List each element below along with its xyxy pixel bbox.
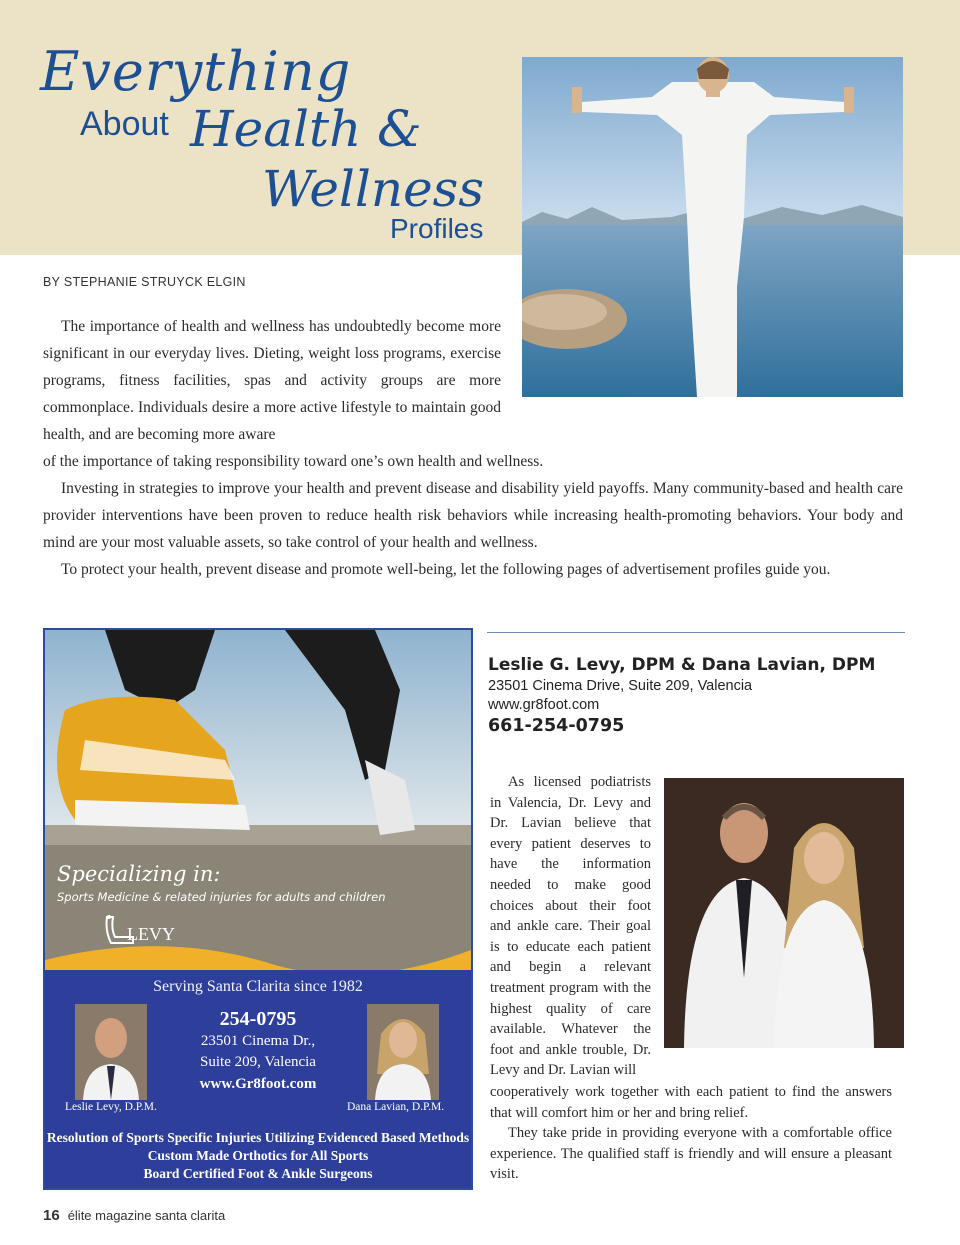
hero-photo-woman-lake: [522, 57, 903, 397]
profile-wide-block: [490, 1082, 892, 1185]
ad-doctor1-name: Leslie Levy, D.P.M.: [65, 1101, 157, 1113]
intro-paragraph-part1: The importance of health and wellness has undoubtedly become more significant in our everyday lives. Dieting, weight loss programs, exercise programs, fitness facilities, spas and activity groups are more commonplace. Individuals desire a more active lifestyle to maintain good health, and are becoming more aware: [43, 318, 501, 443]
profile-paragraph-2: They take pride in providing everyone with a comfortable office experience. The qualified staff is friendly and will ensure a pleasant visit.: [490, 1125, 892, 1183]
ad-address-line1: 23501 Cinema Dr.,: [200, 1033, 316, 1049]
publication-name: élite magazine santa clarita: [67, 1208, 226, 1223]
ad-phone: 254-0795: [219, 1008, 297, 1030]
ad-doctor2-name: Dana Lavian, D.P.M.: [347, 1101, 445, 1113]
profile-website: www.gr8foot.com: [488, 697, 600, 713]
title-wellness: Wellness: [262, 160, 484, 218]
levy-logo-text: LEVY: [127, 924, 175, 944]
profile-phone: 661-254-0795: [488, 716, 625, 736]
intro-paragraph-2: Investing in strategies to improve your health and prevent disease and disability yield payoffs. Many community-based and health care provider interventions have been proven to reduce health risk behaviors while increasing health-promoting behaviors. Your body and mind are your most valuable assets, so take control of your health and wellness.: [43, 480, 903, 551]
ad-photo-leslie-levy: [75, 1004, 147, 1100]
intro-paragraph-3: To protect your health, prevent disease and promote well-being, let the following pages of advertisement profiles guide you.: [61, 561, 831, 578]
levy-logo: [103, 913, 183, 947]
ad-specializing-subtitle: Sports Medicine & related injuries for adults and children: [57, 890, 386, 904]
intro-wide-block: [43, 448, 903, 583]
byline: BY STEPHANIE STRUYCK ELGIN: [43, 275, 246, 289]
ad-service-line3: Board Certified Foot & Ankle Surgeons: [143, 1166, 373, 1181]
ad-website: www.Gr8foot.com: [199, 1076, 317, 1092]
ad-serving-since: Serving Santa Clarita since 1982: [153, 978, 363, 995]
profile-provider-names: Leslie G. Levy, DPM & Dana Lavian, DPM: [488, 655, 876, 675]
profile-address: 23501 Cinema Drive, Suite 209, Valencia: [488, 678, 753, 694]
advertisement-levy: [43, 628, 473, 1190]
ad-photo-dana-lavian: [367, 1004, 439, 1100]
title-about: About: [80, 105, 169, 143]
profile-divider: [487, 632, 905, 633]
intro-paragraph-part2: of the importance of taking responsibility toward one’s own health and wellness.: [43, 453, 544, 470]
profile-paragraph-part1: As licensed podiatrists in Valencia, Dr. Levy and Dr. Lavian believe that every patient deserves to have the information needed to make good choices about their foot and ankle care. Their goal is to educate each patient and begin a relevant treatment program with the highest quality of care available. Whatever the foot and ankle trouble, Dr. Levy and Dr. Lavian will: [490, 774, 651, 1079]
page-number: 16: [43, 1207, 60, 1224]
ad-service-line1: Resolution of Sports Specific Injuries Utilizing Evidenced Based Methods: [46, 1130, 470, 1145]
title-profiles: Profiles: [390, 213, 484, 244]
title-everything: Everything: [40, 40, 352, 103]
title-health: Health &: [190, 100, 422, 158]
ad-specializing-title: Specializing in:: [57, 862, 221, 886]
page-footer: [43, 1207, 225, 1224]
profile-paragraph-part2: cooperatively work together with each patient to find the answers that will comfort him or her and bring relief.: [490, 1084, 892, 1121]
ad-service-line2: Custom Made Orthotics for All Sports: [147, 1148, 369, 1163]
ad-address-line2: Suite 209, Valencia: [200, 1054, 316, 1070]
doctors-photo: [664, 778, 904, 1048]
